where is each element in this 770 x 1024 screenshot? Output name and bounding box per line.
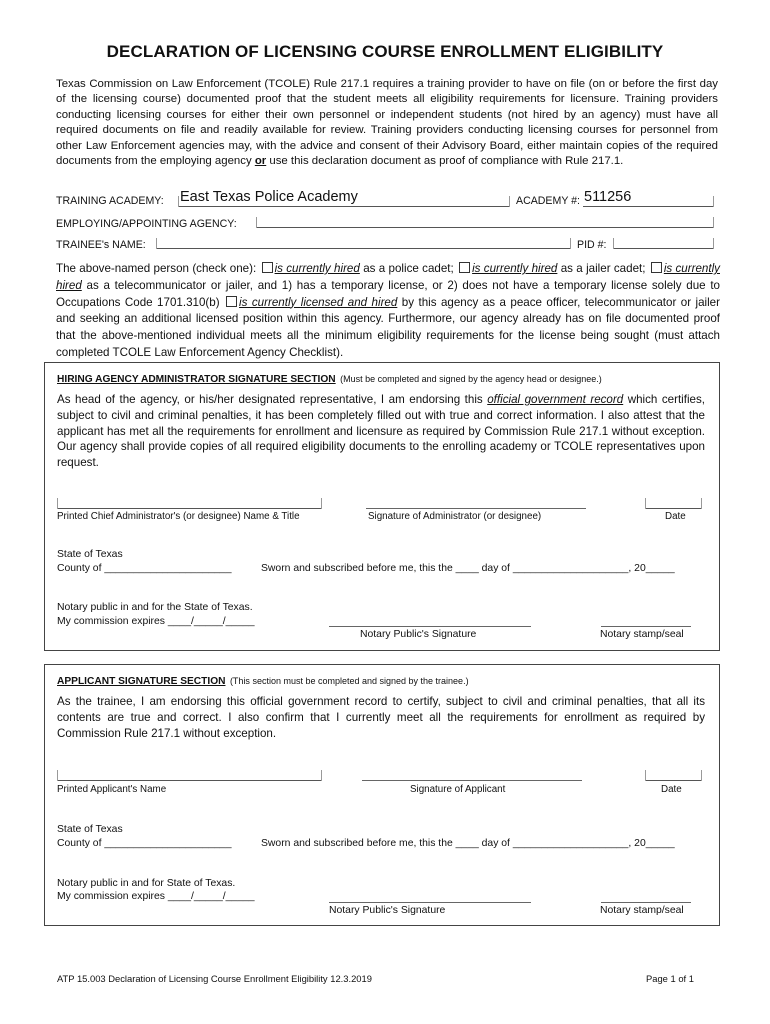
page-title: DECLARATION OF LICENSING COURSE ENROLLMENT ELIGIBILITY [106,42,664,61]
intro-text-1: Texas Commission on Law Enforcement (TCOLE) Rule 217.1 requires a training provider to have on file (on or before the first day of the licensing course) documented proof that the student meets all eligibility requirements for licensure. Training providers conducting licensing courses for either their own personnel or independent students (not hired by an agency) must have all required documents on file and readily available for review. Training providers conducting licensing courses for personnel from other Law Enforcement agencies may, with the advice and consent of their Advisory Board, either maintain copies of the required documents from the employing agency [56,78,718,168]
printed-administrator-name-field[interactable] [57,495,322,509]
option-jailer-cadet: is currently hired [472,262,558,275]
pid-label: PID #: [577,239,607,251]
licensed-hired-text: by this agency as a peace officer, telecommunicator or jailer and seeking an additional licensed position within this agency. Furthermore, our agency already has on file documented proof that the above-mentioned individual meets all the minimum eligibility requirements for the license being sought (must attach completed TCOLE Law Enforcement Agency Checklist). [56,295,720,359]
pid-underline [613,248,714,249]
field-right-tick [570,238,571,249]
signature-underline [57,508,322,509]
field-left-tick [178,196,179,207]
field-right-tick [713,217,714,228]
applicant-notary-stamp-label: Notary stamp/seal [600,905,684,916]
employing-agency-underline [256,227,714,228]
signature-underline [57,780,322,781]
telecommunicator-text: as a telecommunicator or jailer, and 1) has a temporary license, or 2) does not have a temporary license solely due to Occupations Code 1701.310(b) [56,278,720,309]
pid-field[interactable] [613,235,714,249]
trainee-name-label: TRAINEE's NAME: [56,239,146,251]
licensed-hired-checkbox[interactable] [226,296,237,307]
applicant-section-header: APPLICANT SIGNATURE SECTION [57,676,226,687]
field-right-tick [509,196,510,207]
trainee-name-field[interactable] [156,235,571,249]
applicant-section-header-row [57,671,469,689]
footer-form-id: ATP 15.003 Declaration of Licensing Course Enrollment Eligibility 12.3.2019 [57,973,372,984]
employing-agency-field[interactable] [256,214,714,228]
field-left-tick [645,770,646,781]
academy-number-label: ACADEMY #: [516,195,580,207]
hiring-notary-stamp-line [601,626,691,627]
signature-underline [645,508,702,509]
footer-page-number: Page 1 of 1 [646,973,694,984]
hiring-para-text-1: As head of the agency, or his/her designated representative, I am endorsing this [57,393,488,406]
field-right-tick [701,770,702,781]
field-left-tick [256,217,257,228]
academy-number-value: 511256 [584,189,632,205]
applicant-sworn-statement: Sworn and subscribed before me, this the ____ day of ____________________, 20_____ [261,838,675,849]
printed-administrator-name-label: Printed Chief Administrator's (or designee) Name & Title [57,511,300,522]
applicant-section [44,664,720,926]
intro-text-2: use this declaration document as proof of compliance with Rule 217.1. [266,155,624,168]
hiring-agency-section [44,362,720,651]
applicant-signature-line[interactable] [362,780,582,781]
police-cadet-checkbox[interactable] [262,262,273,273]
field-left-tick [613,238,614,249]
applicant-signature-label: Signature of Applicant [410,784,506,795]
field-right-tick [701,498,702,509]
employing-agency-label: EMPLOYING/APPOINTING AGENCY: [56,218,237,230]
hiring-section-header: HIRING AGENCY ADMINISTRATOR SIGNATURE SECTION [57,374,336,385]
hiring-para-text-2: which certifies, subject to civil and criminal penalties, it has been completely filled out with true and correct information. I also attest that the applicant has met all the requirements for enrollment and licensure as required by Commission Rule 217.1 without exception. Our agency shall provide copies of all required eligibility documents to the enrolling academy or TCOLE representatives upon request. [57,393,706,470]
trainee-name-underline [156,248,571,249]
applicant-attestation-paragraph: As the trainee, I am endorsing this official government record to certify, subject to civil and criminal penalties, that all its contents are true and correct. I also confirm that I currently meet all the requirements for enrollment as required by Commission Rule 217.1 without exception. [57,695,705,740]
police-cadet-text: as a police cadet; [363,262,454,275]
applicant-date-label: Date [661,784,682,795]
field-right-tick [321,770,322,781]
applicant-state: State of Texas [57,824,123,835]
academy-number-underline [583,206,714,207]
training-academy-label: TRAINING ACADEMY: [56,195,164,207]
printed-applicant-name-field[interactable] [57,767,322,781]
hiring-section-note: (Must be completed and signed by the agency head or designee.) [340,374,602,384]
employment-status-paragraph [56,261,720,362]
training-academy-underline [178,206,510,207]
hiring-notary-signature-label: Notary Public's Signature [360,629,477,640]
check-intro-text: The above-named person (check one): [56,262,257,275]
signature-underline [645,780,702,781]
applicant-notary-commission: My commission expires ____/_____/_____ [57,891,255,902]
hiring-section-header-row [57,369,602,387]
training-academy-field[interactable] [178,189,510,207]
administrator-signature-line[interactable] [366,508,586,509]
applicant-date-field[interactable] [645,767,702,781]
hiring-attestation-paragraph [57,392,705,471]
option-telecommunicator: is currently hired [56,262,720,292]
hiring-notary-signature-line[interactable] [329,626,531,627]
official-record-emphasis: official government record [487,393,624,406]
applicant-notary-line-1: Notary public in and for State of Texas. [57,878,236,889]
field-right-tick [321,498,322,509]
option-licensed-hired: is currently licensed and hired [239,295,398,309]
field-left-tick [156,238,157,249]
field-right-tick [713,196,714,207]
administrator-date-field[interactable] [645,495,702,509]
field-right-tick [713,238,714,249]
field-left-tick [57,498,58,509]
printed-applicant-name-label: Printed Applicant's Name [57,784,167,795]
applicant-notary-signature-line[interactable] [329,902,531,903]
hiring-state: State of Texas [57,549,123,560]
hiring-notary-stamp-label: Notary stamp/seal [600,629,684,640]
hiring-county: County of ______________________ [57,563,232,574]
jailer-cadet-text: as a jailer cadet; [560,262,646,275]
field-left-tick [57,770,58,781]
hiring-notary-line-1: Notary public in and for the State of Texas. [57,602,253,613]
hiring-sworn-statement: Sworn and subscribed before me, this the ____ day of ____________________, 20_____ [261,563,675,574]
training-academy-value: East Texas Police Academy [180,189,358,205]
administrator-date-label: Date [665,511,686,522]
academy-number-field[interactable] [583,189,714,207]
administrator-signature-label: Signature of Administrator (or designee) [368,511,542,522]
applicant-notary-signature-label: Notary Public's Signature [329,905,446,916]
option-police-cadet: is currently hired [274,262,360,275]
applicant-notary-stamp-line [601,902,691,903]
applicant-county: County of ______________________ [57,838,232,849]
hiring-notary-commission: My commission expires ____/_____/_____ [57,616,255,627]
intro-or-emphasis: or [254,155,267,168]
intro-paragraph [56,77,718,169]
telecommunicator-checkbox[interactable] [651,262,662,273]
jailer-cadet-checkbox[interactable] [459,262,470,273]
field-left-tick [645,498,646,509]
applicant-section-note: (This section must be completed and signed by the trainee.) [229,676,469,686]
